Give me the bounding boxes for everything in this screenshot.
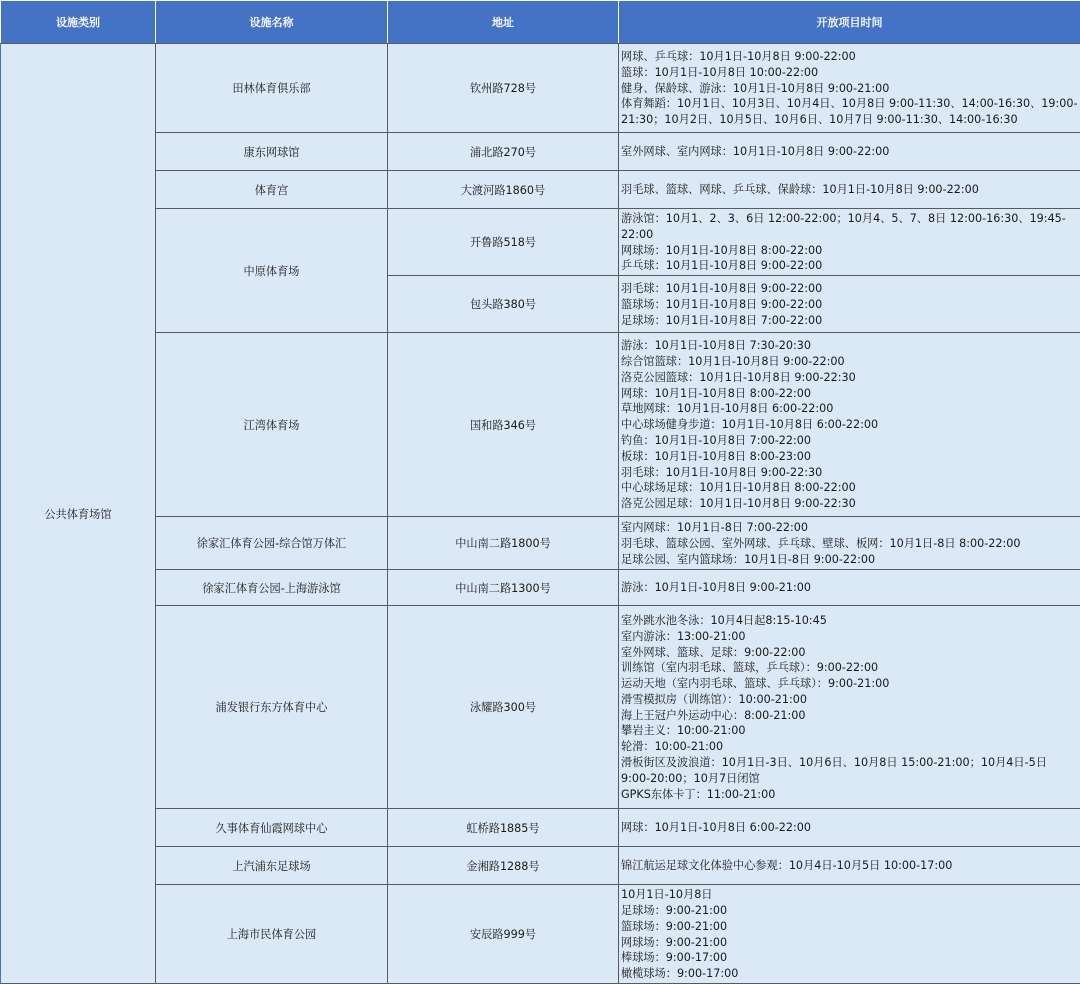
hours-line: 锦江航运足球文化体验中心参观：10月4日-10月5日 10:00-17:00 xyxy=(621,858,1078,874)
table-row xyxy=(1,133,1080,171)
facility-hours xyxy=(619,133,1080,171)
hours-line: 健身、保龄球、游泳：10月1日-10月8日 9:00-21:00 xyxy=(621,81,1078,97)
facility-name: 康东网球馆 xyxy=(156,133,388,171)
facility-hours xyxy=(619,847,1080,885)
hours-line: 足球场：9:00-21:00 xyxy=(621,903,1078,919)
hours-line: 运动天地（室内羽毛球、篮球、乒乓球）：9:00-21:00 xyxy=(621,676,1078,692)
hours-line: 篮球场：9:00-21:00 xyxy=(621,919,1078,935)
hours-line: 轮滑：10:00-21:00 xyxy=(621,739,1078,755)
hours-line: 中心球场足球：10月1日-10月8日 8:00-22:00 xyxy=(621,480,1078,496)
hours-line: 训练馆（室内羽毛球、篮球，乒乓球）：9:00-22:00 xyxy=(621,660,1078,676)
facility-hours xyxy=(619,885,1080,984)
facility-name: 中原体育场 xyxy=(156,209,388,333)
facility-name: 久事体育仙霞网球中心 xyxy=(156,809,388,847)
facility-name: 浦发银行东方体育中心 xyxy=(156,606,388,809)
hours-line: 足球场：10月1日-10月8日 7:00-22:00 xyxy=(621,313,1078,329)
facility-address: 国和路346号 xyxy=(388,333,619,517)
table-row xyxy=(1,570,1080,606)
hours-line: 室外网球、篮球、足球：9:00-22:00 xyxy=(621,645,1078,661)
table-row xyxy=(1,517,1080,570)
hours-line: 滑雪模拟房（训练馆）：10:00-21:00 xyxy=(621,692,1078,708)
table-row xyxy=(1,606,1080,809)
facility-address: 开鲁路518号 xyxy=(388,209,619,276)
facility-name: 上汽浦东足球场 xyxy=(156,847,388,885)
table-row xyxy=(1,209,1080,276)
hours-line: 网球场：10月1日-10月8日 8:00-22:00 xyxy=(621,243,1078,259)
hours-line: 乒乓球：10月1日-10月8日 9:00-22:00 xyxy=(621,258,1078,274)
hours-line: 网球场：9:00-21:00 xyxy=(621,935,1078,951)
hours-line: 钓鱼：10月1日-10月8日 7:00-22:00 xyxy=(621,433,1078,449)
hours-line: 体育舞蹈：10月1日、10月3日、10月4日、10月8日 9:00-11:30、14:00-16:30、19:00-21:30；10月2日、10月5日、10月6日、10月7日 9:00-11:30、14:00-16:30 xyxy=(621,96,1078,128)
hours-line: GPKS东体卡丁：11:00-21:00 xyxy=(621,787,1078,803)
facility-address: 安辰路999号 xyxy=(388,885,619,984)
facility-address: 中山南二路1800号 xyxy=(388,517,619,570)
header-hours: 开放项目时间 xyxy=(619,1,1080,44)
hours-line: 草地网球：10月1日-10月8日 6:00-22:00 xyxy=(621,401,1078,417)
hours-line: 网球、乒乓球：10月1日-10月8日 9:00-22:00 xyxy=(621,49,1078,65)
table-row xyxy=(1,885,1080,984)
hours-line: 橄榄球场：9:00-17:00 xyxy=(621,966,1078,982)
facility-hours xyxy=(619,570,1080,606)
facility-hours xyxy=(619,809,1080,847)
hours-line: 室内网球：10月1日-8日 7:00-22:00 xyxy=(621,520,1078,536)
hours-line: 综合馆篮球：10月1日-10月8日 9:00-22:00 xyxy=(621,354,1078,370)
hours-line: 游泳：10月1日-10月8日 7:30-20:30 xyxy=(621,338,1078,354)
hours-line: 10月1日-10月8日 xyxy=(621,887,1078,903)
facility-hours xyxy=(619,517,1080,570)
table-row xyxy=(1,847,1080,885)
header-name: 设施名称 xyxy=(156,1,388,44)
hours-line: 网球：10月1日-10月8日 6:00-22:00 xyxy=(621,820,1078,836)
hours-line: 滑板街区及波浪道：10月1日-3日、10月6日、10月8日 15:00-21:00；10月4日-5日 9:00-20:00；10月7日闭馆 xyxy=(621,755,1078,787)
hours-line: 棒球场：9:00-17:00 xyxy=(621,950,1078,966)
hours-line: 羽毛球：10月1日-10月8日 9:00-22:30 xyxy=(621,465,1078,481)
header-category: 设施类别 xyxy=(1,1,156,44)
facility-address: 大渡河路1860号 xyxy=(388,171,619,209)
hours-line: 洛克公园篮球：10月1日-10月8日 9:00-22:30 xyxy=(621,370,1078,386)
facility-hours xyxy=(619,333,1080,517)
table-row xyxy=(1,333,1080,517)
hours-line: 洛克公园足球：10月1日-10月8日 9:00-22:30 xyxy=(621,496,1078,512)
facility-name: 体育宫 xyxy=(156,171,388,209)
hours-line: 游泳：10月1日-10月8日 9:00-21:00 xyxy=(621,580,1078,596)
hours-line: 篮球场：10月1日-10月8日 9:00-22:00 xyxy=(621,297,1078,313)
facility-hours xyxy=(619,44,1080,133)
hours-line: 室外跳水池冬泳：10月4日起8:15-10:45 xyxy=(621,613,1078,629)
facility-address: 钦州路728号 xyxy=(388,44,619,133)
table-row xyxy=(1,171,1080,209)
hours-line: 室内游泳：13:00-21:00 xyxy=(621,629,1078,645)
facility-address: 中山南二路1300号 xyxy=(388,570,619,606)
facility-hours xyxy=(619,606,1080,809)
hours-line: 篮球：10月1日-10月8日 10:00-22:00 xyxy=(621,65,1078,81)
facility-address: 浦北路270号 xyxy=(388,133,619,171)
facility-name: 江湾体育场 xyxy=(156,333,388,517)
facility-hours xyxy=(619,209,1080,276)
hours-line: 足球公园、室内篮球场：10月1日-8日 9:00-22:00 xyxy=(621,552,1078,568)
facility-address: 包头路380号 xyxy=(388,276,619,333)
header-row xyxy=(1,1,1080,44)
hours-line: 板球：10月1日-10月8日 8:00-23:00 xyxy=(621,449,1078,465)
hours-line: 海上王冠户外运动中心：8:00-21:00 xyxy=(621,708,1078,724)
table-row xyxy=(1,809,1080,847)
facility-name: 上海市民体育公园 xyxy=(156,885,388,984)
hours-line: 游泳馆：10月1、2、3、6日 12:00-22:00；10月4、5、7、8日 12:00-16:30、19:45-22:00 xyxy=(621,211,1078,243)
category-cell: 公共体育场馆 xyxy=(1,44,156,984)
facility-name: 徐家汇体育公园-综合馆万体汇 xyxy=(156,517,388,570)
facility-name: 徐家汇体育公园-上海游泳馆 xyxy=(156,570,388,606)
hours-line: 羽毛球、篮球公园、室外网球、乒乓球、壁球、板网：10月1日-8日 8:00-22:00 xyxy=(621,536,1078,552)
hours-line: 室外网球、室内网球：10月1日-10月8日 9:00-22:00 xyxy=(621,144,1078,160)
hours-line: 羽毛球：10月1日-10月8日 9:00-22:00 xyxy=(621,281,1078,297)
facility-hours xyxy=(619,276,1080,333)
facility-address: 虹桥路1885号 xyxy=(388,809,619,847)
header-address: 地址 xyxy=(388,1,619,44)
hours-line: 羽毛球、篮球、网球、乒乓球、保龄球：10月1日-10月8日 9:00-22:00 xyxy=(621,182,1078,198)
table-row xyxy=(1,44,1080,133)
facility-address: 泳耀路300号 xyxy=(388,606,619,809)
facility-address: 金湘路1288号 xyxy=(388,847,619,885)
facility-hours xyxy=(619,171,1080,209)
facility-name: 田林体育俱乐部 xyxy=(156,44,388,133)
hours-line: 中心球场健身步道：10月1日-10月8日 6:00-22:00 xyxy=(621,417,1078,433)
hours-line: 网球：10月1日-10月8日 8:00-22:00 xyxy=(621,386,1078,402)
hours-line: 攀岩主义：10:00-21:00 xyxy=(621,723,1078,739)
